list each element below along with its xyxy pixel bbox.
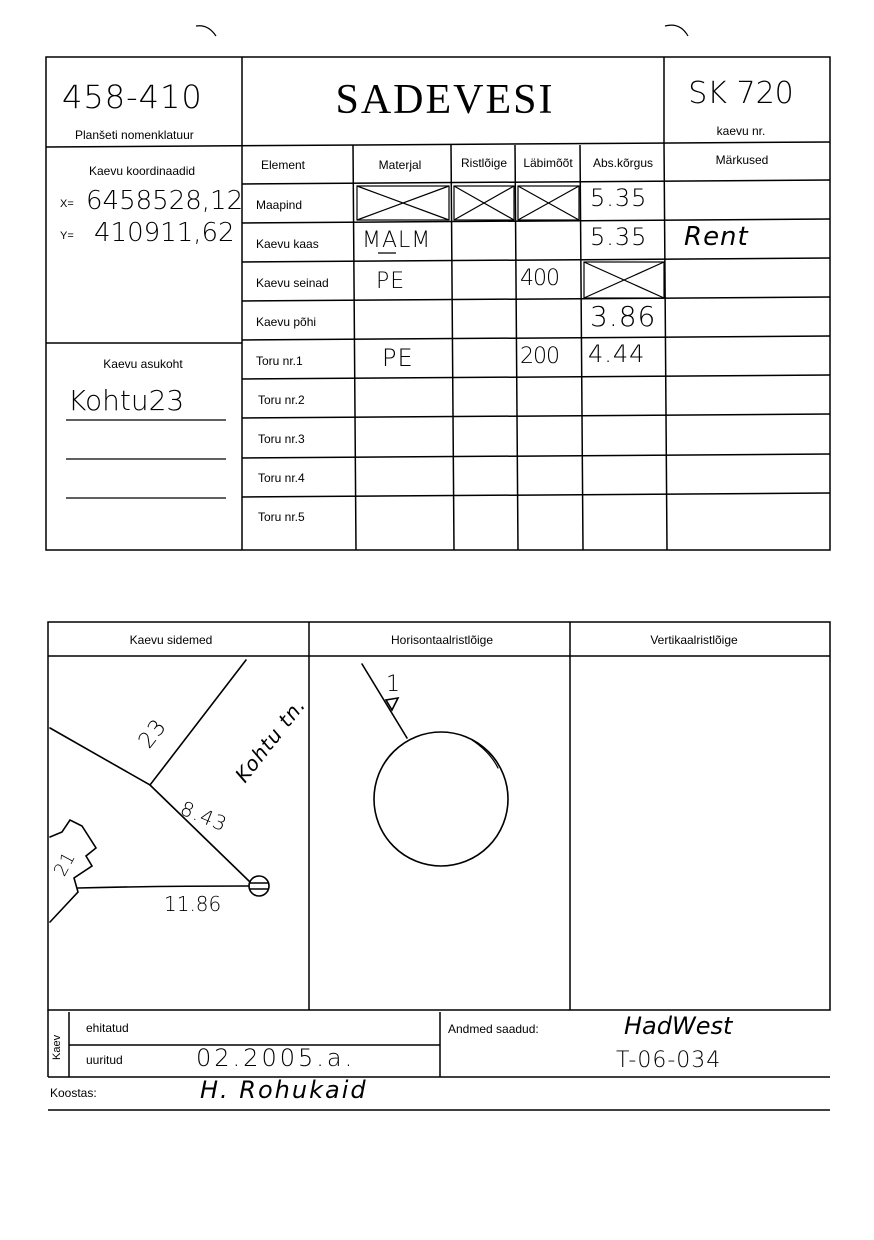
cell-material: PE <box>382 344 414 372</box>
location-label: Kaevu asukoht <box>103 357 183 371</box>
dimension-843-label: 8.43 <box>177 796 231 837</box>
row-label: Maapind <box>256 198 303 212</box>
data-source-value: HadWest <box>624 1012 733 1040</box>
x-value: 6458528,12 <box>86 186 244 216</box>
built-label: ehitatud <box>86 1021 129 1035</box>
cell-height: 3.86 <box>590 300 657 333</box>
measured-label: uuritud <box>86 1053 123 1067</box>
cell-height: 5.35 <box>590 223 648 251</box>
dimension-23-label: 23 <box>134 714 173 754</box>
cell-height: 4.44 <box>588 340 646 368</box>
author-value: H. Rohukaid <box>200 1076 368 1104</box>
row-label: Kaevu kaas <box>256 237 319 251</box>
dimension-1186-label: 11.86 <box>164 892 222 916</box>
dimension-21-label: 21 <box>50 848 81 880</box>
y-value: 410911,62 <box>94 218 235 248</box>
header-notes: Märkused <box>715 153 769 167</box>
header-abs-height: Abs.kõrgus <box>592 156 654 170</box>
sketch-header-connections: Kaevu sidemed <box>129 633 213 647</box>
coords-label: Kaevu koordinaadid <box>88 164 196 178</box>
sketch-header-vertical: Vertikaalristlõige <box>650 633 738 647</box>
cell-material: MALM <box>362 228 432 253</box>
cell-notes: Rent <box>684 222 749 252</box>
cell-diameter: 400 <box>520 266 559 291</box>
cell-material: PE <box>376 269 406 294</box>
row-label: Toru nr.4 <box>258 471 305 485</box>
data-source-code: T-06-034 <box>616 1048 722 1073</box>
header-diameter: Läbimõõt <box>523 156 573 170</box>
document-title: SADEVESI <box>335 77 555 123</box>
measured-value: 02.2005.a. <box>196 1044 356 1072</box>
x-label: X= <box>60 198 74 210</box>
header-cross-section: Ristlõige <box>460 156 508 170</box>
map-number-label: Planšeti nomenklatuur <box>75 128 194 142</box>
manhole-symbol <box>249 876 269 896</box>
dimension-1186-line <box>78 886 248 888</box>
location-value: Kohtu23 <box>68 384 185 417</box>
well-side-label: Kaev <box>51 1034 63 1060</box>
row-label: Toru nr.3 <box>258 432 305 446</box>
header-material: Materjal <box>378 158 422 172</box>
street-name-label: Kohtu tn. <box>230 693 311 787</box>
data-source-label: Andmed saadud: <box>448 1022 539 1036</box>
row-label: Toru nr.2 <box>258 393 305 407</box>
pipe-number-label: 1 <box>386 672 401 697</box>
well-circle <box>374 732 508 866</box>
y-label: Y= <box>60 230 74 242</box>
row-label: Kaevu seinad <box>256 276 329 290</box>
row-label: Kaevu põhi <box>256 315 317 329</box>
author-label: Koostas: <box>50 1086 97 1100</box>
sketch-header-horizontal: Horisontaalristlõige <box>390 633 494 647</box>
dimension-843-line <box>150 785 250 882</box>
map-number: 458-410 <box>62 78 203 116</box>
row-label: Toru nr.1 <box>256 354 303 368</box>
well-code: SK 720 <box>688 76 794 111</box>
cell-diameter: 200 <box>520 344 559 369</box>
header-element: Element <box>260 158 306 172</box>
row-label: Toru nr.5 <box>258 510 305 524</box>
cell-height: 5.35 <box>590 184 648 212</box>
well-code-label: kaevu nr. <box>716 124 766 138</box>
